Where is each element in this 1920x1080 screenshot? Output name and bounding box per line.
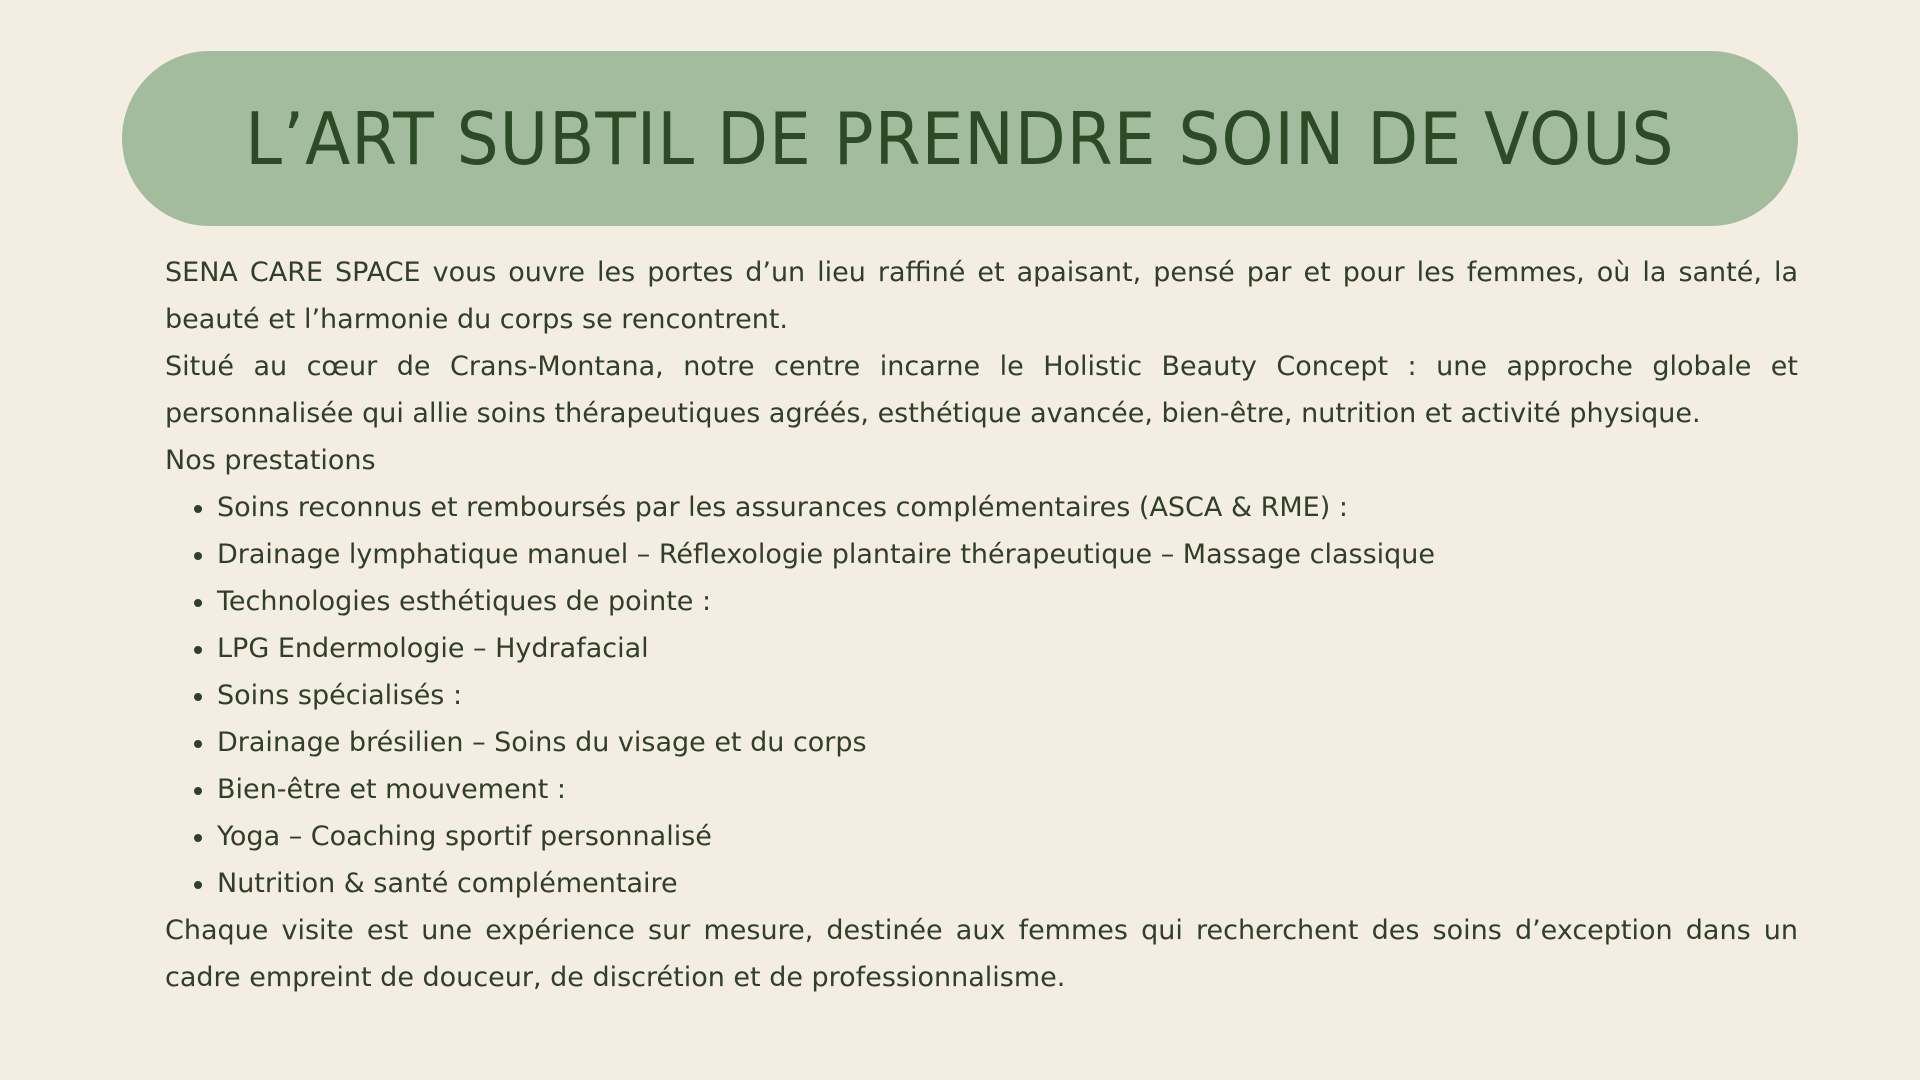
list-item: Yoga – Coaching sportif personnalisé xyxy=(217,813,1798,860)
list-item: Soins spécialisés : xyxy=(217,672,1798,719)
services-list xyxy=(165,484,1798,907)
location-paragraph: Situé au cœur de Crans-Montana, notre centre incarne le Holistic Beauty Concept : une approche globale et personnalisée qui allie soins thérapeutiques agréés, esthétique avancée, bien-être, nutrition et activité physique. xyxy=(165,351,1798,429)
content-body xyxy=(165,249,1798,1001)
list-item: Nutrition & santé complémentaire xyxy=(217,860,1798,907)
intro-paragraph: SENA CARE SPACE vous ouvre les portes d’un lieu raffiné et apaisant, pensé par et pour les femmes, où la santé, la beauté et l’harmonie du corps se rencontrent. xyxy=(165,257,1798,335)
services-heading: Nos prestations xyxy=(165,445,376,476)
closing-paragraph: Chaque visite est une expérience sur mesure, destinée aux femmes qui recherchent des soins d’exception dans un cadre empreint de douceur, de discrétion et de professionnalisme. xyxy=(165,915,1798,993)
list-item: Technologies esthétiques de pointe : xyxy=(217,578,1798,625)
list-item: LPG Endermologie – Hydrafacial xyxy=(217,625,1798,672)
title-banner xyxy=(122,51,1798,226)
list-item: Soins reconnus et remboursés par les assurances complémentaires (ASCA & RME) : xyxy=(217,484,1798,531)
list-item: Bien-être et mouvement : xyxy=(217,766,1798,813)
list-item: Drainage brésilien – Soins du visage et du corps xyxy=(217,719,1798,766)
page-title: L’ART SUBTIL DE PRENDRE SOIN DE VOUS xyxy=(245,96,1675,181)
list-item: Drainage lymphatique manuel – Réflexologie plantaire thérapeutique – Massage classique xyxy=(217,531,1798,578)
